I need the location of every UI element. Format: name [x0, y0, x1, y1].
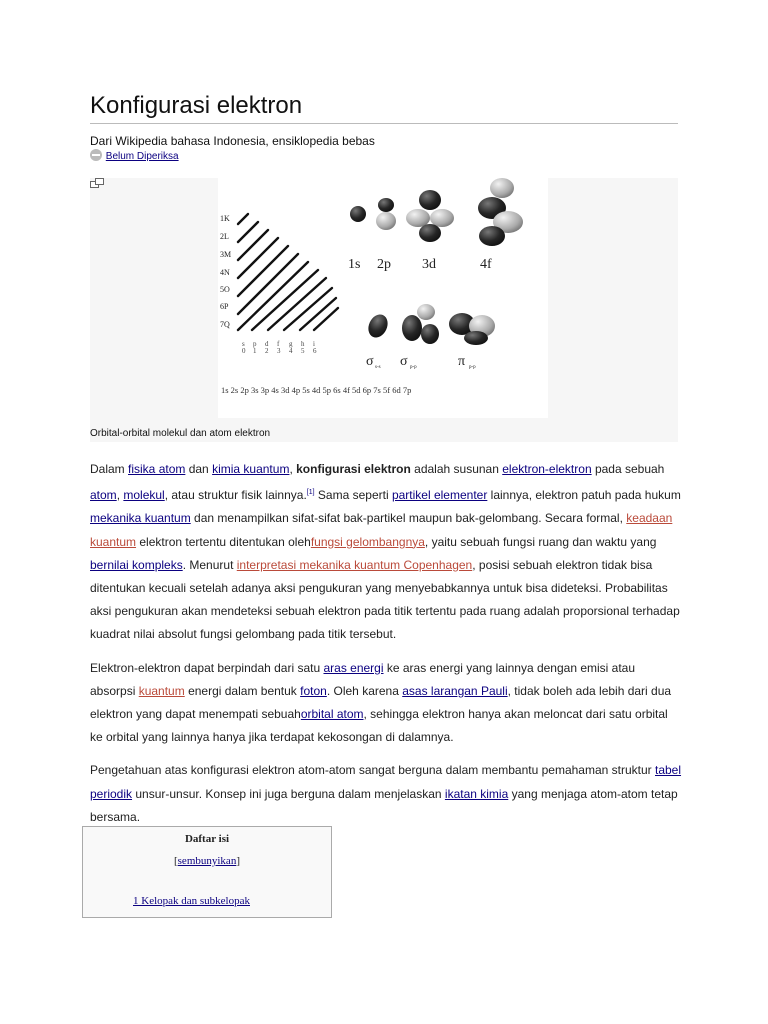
- subshell-num-3: 3: [277, 347, 281, 355]
- link-fisika-atom[interactable]: fisika atom: [128, 462, 186, 476]
- bond-label-sigma-2: σ: [400, 354, 408, 369]
- link-foton[interactable]: foton: [300, 683, 327, 698]
- link-molekul[interactable]: molekul: [123, 488, 165, 503]
- site-subtitle: Dari Wikipedia bahasa Indonesia, ensiklopedia bebas: [90, 134, 375, 148]
- toc-item-1[interactable]: 1 Kelopak dan subkelopak: [133, 895, 250, 907]
- subshell-num-5: 5: [301, 347, 305, 355]
- orbital-2p-lobe-bottom: [376, 212, 396, 230]
- paragraph-2: Elektron-elektron dapat berpindah dari satu aras energi ke aras energi yang lainnya dengan emisi atau absorpsi kuantum energi dalam bentuk foton. Oleh karena asas larangan Pauli, tidak boleh ada lebih dari dua elektron yang dapat menempati sebuahorbital atom, sehingga elektron hanya akan meloncat dari satu orbital ke orbital yang lainnya hanya jika terdapat kekosongan di dalamnya.: [90, 660, 672, 745]
- magnify-icon[interactable]: [90, 178, 104, 190]
- orbital-3d-lobe-3: [430, 209, 454, 227]
- bond-label-pi: π: [458, 354, 466, 369]
- orbital-2p-lobe-top: [378, 198, 394, 212]
- subshell-col-g: g: [289, 340, 293, 348]
- paragraph-1: Dalam fisika atom dan kimia kuantum, konfigurasi elektron adalah susunan elektron-elektron pada sebuah atom, molekul, atau struktur fisik lainnya.[1] Sama seperti partikel elementer lainnya, elektron patuh pada hukum mekanika kuantum dan menampilkan sifat-sifat bak-partikel maupun bak-gelombang. Secara formal, keadaan kuantum elektron tertentu ditentukan olehfungsi gelombangnya, yaitu sebuah fungsi ruang dan waktu yang bernilai kompleks. Menurut interpretasi mekanika kuantum Copenhagen, posisi sebuah elektron tidak bisa ditentukan kecuali setelah adanya aksi pengukuran yang menyebabkannya untuk bisa dideteksi. Probabilitas aksi pengukuran akan mendeteksi sebuah elektron pada titik tertentu pada ruang adalah proporsional terhadap kuadrat nilai absolut fungsi gelombang pada titik tersebut.: [90, 462, 681, 642]
- link-kuantum[interactable]: kuantum: [138, 683, 185, 698]
- shell-label-1: 1K: [220, 214, 230, 223]
- toc-hide-link[interactable]: sembunyikan: [177, 855, 237, 867]
- shell-label-6: 6P: [220, 302, 229, 311]
- bold-term: konfigurasi elektron: [296, 462, 411, 476]
- subshell-col-i: i: [313, 340, 315, 348]
- link-interpretasi-copenhagen[interactable]: interpretasi mekanika kuantum Copenhagen: [236, 557, 473, 572]
- shell-label-7: 7Q: [220, 320, 230, 329]
- subshell-num-4: 4: [289, 347, 293, 355]
- subshell-col-h: h: [301, 340, 305, 348]
- subshell-col-p: p: [253, 340, 257, 348]
- orbital-4f-lobe-4: [479, 226, 505, 246]
- bond-sigma-pp-lobe-1: [417, 304, 435, 320]
- link-orbital-atom[interactable]: orbital atom: [300, 707, 364, 722]
- link-keadaan-kuantum[interactable]: keadaan kuantum: [90, 511, 673, 549]
- bond-sigma-pp-lobe-2: [402, 315, 422, 341]
- review-status-icon: [90, 149, 102, 161]
- table-of-contents: [82, 826, 332, 918]
- shell-label-4: 4N: [220, 268, 230, 277]
- bond-label-sigma-1: σ: [366, 354, 374, 369]
- orbital-label-2p: 2p: [377, 257, 391, 272]
- review-status: [90, 149, 179, 162]
- subshell-col-d: d: [265, 340, 269, 348]
- toc-toggle: [sembunyikan]: [173, 855, 240, 867]
- orbital-label-1s: 1s: [348, 257, 361, 272]
- orbital-3d-lobe-2: [406, 209, 430, 227]
- orbital-3d-lobe-4: [419, 224, 441, 242]
- link-kimia-kuantum[interactable]: kimia kuantum: [212, 462, 290, 476]
- link-tabel-periodik[interactable]: tabel periodik: [90, 763, 682, 801]
- page-title: Konfigurasi elektron: [90, 92, 678, 124]
- link-mekanika-kuantum[interactable]: mekanika kuantum: [90, 511, 191, 526]
- subshell-num-6: 6: [313, 347, 317, 355]
- bond-subscript-1: s-s: [375, 365, 381, 370]
- orbital-label-4f: 4f: [480, 257, 492, 272]
- orbital-1s-shape: [350, 206, 366, 222]
- paragraph-3: Pengetahuan atas konfigurasi elektron atom-atom sangat berguna dalam membantu pemahaman struktur tabel periodik unsur-unsur. Konsep ini juga berguna dalam menjelaskan ikatan kimia yang menjaga atom-atom tetap bersama.: [90, 763, 682, 824]
- reference-1[interactable]: [1]: [306, 489, 315, 497]
- shell-label-3: 3M: [220, 250, 232, 259]
- subshell-num-2: 2: [265, 347, 269, 355]
- link-fungsi-gelombangnya[interactable]: fungsi gelombangnya: [310, 534, 425, 549]
- link-asas-larangan-pauli[interactable]: asas larangan Pauli: [402, 683, 508, 698]
- orbital-4f-lobe-1: [490, 178, 514, 198]
- shell-label-2: 2L: [220, 232, 229, 241]
- orbital-figure-image: [90, 178, 678, 418]
- link-bernilai-kompleks[interactable]: bernilai kompleks: [90, 557, 183, 572]
- filling-order-sequence: 1s 2s 2p 3s 3p 4s 3d 4p 5s 4d 5p 6s 4f 5d 6p 7s 5f 6d 7p: [221, 385, 412, 395]
- subshell-num-1: 1: [253, 347, 257, 355]
- bond-subscript-2: p-p: [410, 365, 417, 370]
- link-elektron-elektron[interactable]: elektron-elektron: [502, 462, 592, 476]
- subshell-num-0: 0: [242, 347, 246, 355]
- orbital-3d-lobe-1: [419, 190, 441, 210]
- link-ikatan-kimia[interactable]: ikatan kimia: [444, 786, 509, 801]
- link-atom[interactable]: atom: [90, 488, 117, 503]
- bond-pi-lobe-3: [464, 331, 488, 345]
- subshell-col-s: s: [242, 340, 245, 348]
- shell-label-5: 5O: [220, 285, 230, 294]
- bond-subscript-3: p-p: [469, 365, 476, 370]
- link-partikel-elementer[interactable]: partikel elementer: [391, 488, 488, 503]
- link-aras-energi[interactable]: aras energi: [323, 660, 384, 675]
- orbital-label-3d: 3d: [422, 257, 436, 272]
- figure-caption: Orbital-orbital molekul dan atom elektron: [90, 428, 271, 439]
- subshell-col-f: f: [277, 340, 280, 348]
- article-body: [90, 458, 682, 839]
- review-status-link[interactable]: Belum Diperiksa: [105, 151, 179, 162]
- bond-sigma-pp-lobe-3: [421, 324, 439, 344]
- orbital-figure: [90, 178, 678, 442]
- toc-title: Daftar isi: [184, 833, 230, 845]
